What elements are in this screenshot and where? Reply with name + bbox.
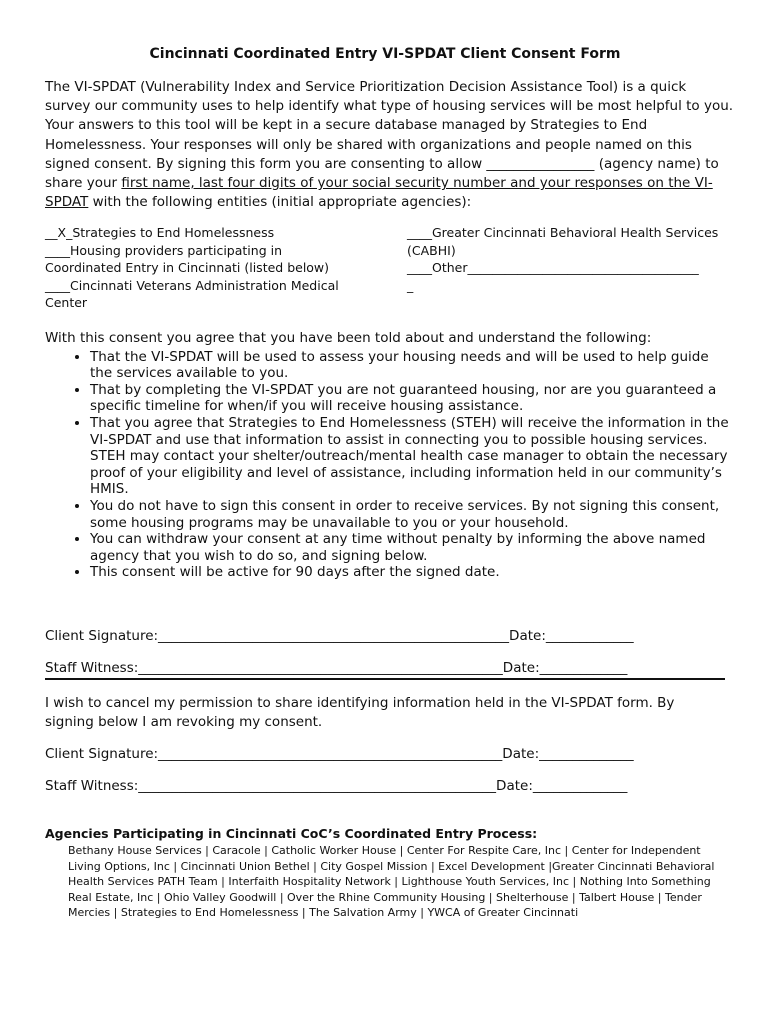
entity-other: ____Other_____________________________________ bbox=[407, 260, 699, 275]
intro-underlined-text: first name, last four digits of your social security number and your responses on the VI-SPDAT bbox=[45, 175, 713, 211]
consent-bullet: • That by completing the VI-SPDAT you are not guaranteed housing, nor are you guaranteed a specific timeline for when/if you will receive housing assistance. bbox=[90, 382, 735, 415]
consent-section bbox=[45, 330, 735, 581]
consent-bullet: • This consent will be active for 90 days after the signed date. bbox=[90, 564, 735, 581]
entities-right-column bbox=[407, 224, 727, 294]
cancel-consent-text: I wish to cancel my permission to share identifying information held in the VI-SPDAT form. By signing below I am revoking my consent. bbox=[45, 695, 675, 731]
consent-intro: With this consent you agree that you have been told about and understand the following: bbox=[45, 330, 652, 346]
entity-steh: __X_Strategies to End Homelessness bbox=[45, 225, 275, 240]
staff-witness-line: Staff Witness:______________________________________________________Date:_____________ bbox=[45, 660, 628, 676]
intro-text-1: The VI-SPDAT (Vulnerability Index and Service Prioritization Decision Assistance Tool) is a quick survey our community uses to help identify what type of housing services will be most helpful to you. Your answers to this tool will be kept in a secure database managed by Strategies to End Homelessness. Your responses will only be shared with organizations and people named on this signed consent. By signing this form you are consenting to allow ________________ (agency name) to share your bbox=[45, 79, 734, 192]
consent-bullet: • You can withdraw your consent at any time without penalty by informing the above named agency that you wish to do so, and signing below. bbox=[90, 531, 735, 564]
entity-va-medical-center: ____Cincinnati Veterans Administration Medical Center bbox=[45, 277, 339, 310]
section-divider bbox=[45, 678, 725, 680]
entity-cabhi: ____Greater Cincinnati Behavioral Health Services (CABHI) bbox=[407, 225, 719, 258]
intro-paragraph bbox=[45, 78, 735, 212]
entity-housing-providers: ____Housing providers participating in Coordinated Entry in Cincinnati (listed below) bbox=[45, 242, 330, 275]
form-title: Cincinnati Coordinated Entry VI-SPDAT Client Consent Form bbox=[149, 46, 621, 62]
consent-bullet: • That the VI-SPDAT will be used to assess your housing needs and will be used to help guide the services available to you. bbox=[90, 349, 735, 382]
consent-bullet: • That you agree that Strategies to End Homelessness (STEH) will receive the information in the VI-SPDAT and use that information to assist in connecting you to possible housing services. STEH may contact your shelter/outreach/mental health case manager to obtain the necessary proof of your eligibility and level of assistance, including information held in our community’s HMIS. bbox=[90, 415, 735, 498]
entity-other-continuation: _ bbox=[407, 277, 414, 293]
intro-text-2: with the following entities (initial appropriate agencies): bbox=[88, 194, 472, 211]
consent-bullet: • You do not have to sign this consent in order to receive services. By not signing this consent, some housing programs may be unavailable to you or your household. bbox=[90, 498, 735, 531]
agencies-title: Agencies Participating in Cincinnati CoC’s Coordinated Entry Process: bbox=[45, 826, 538, 841]
entities-left-column bbox=[45, 224, 355, 312]
agencies-list: Bethany House Services | Caracole | Catholic Worker House | Center For Respite Care, Inc | Center for Independent Living Options, Inc | Cincinnati Union Bethel | City Gospel Mission | Excel Development |Greater Cincinnati Behavioral Health Services PATH Team | Interfaith Hospitality Network | Lighthouse Youth Services, Inc | Nothing Into Something Real Estate, Inc | Ohio Valley Goodwill | Over the Rhine Community Housing | Shelterhouse | Talbert House | Tender Mercies | Strategies to End Homelessness | The Salvation Army | YWCA of Greater Cincinnati bbox=[68, 844, 715, 919]
revoke-client-signature-line: Client Signature:___________________________________________________Date:______________ bbox=[45, 746, 634, 762]
client-signature-line: Client Signature:____________________________________________________Date:_____________ bbox=[45, 628, 634, 644]
consent-bullet-list bbox=[45, 349, 735, 581]
revoke-staff-witness-line: Staff Witness:_____________________________________________________Date:______________ bbox=[45, 778, 628, 794]
